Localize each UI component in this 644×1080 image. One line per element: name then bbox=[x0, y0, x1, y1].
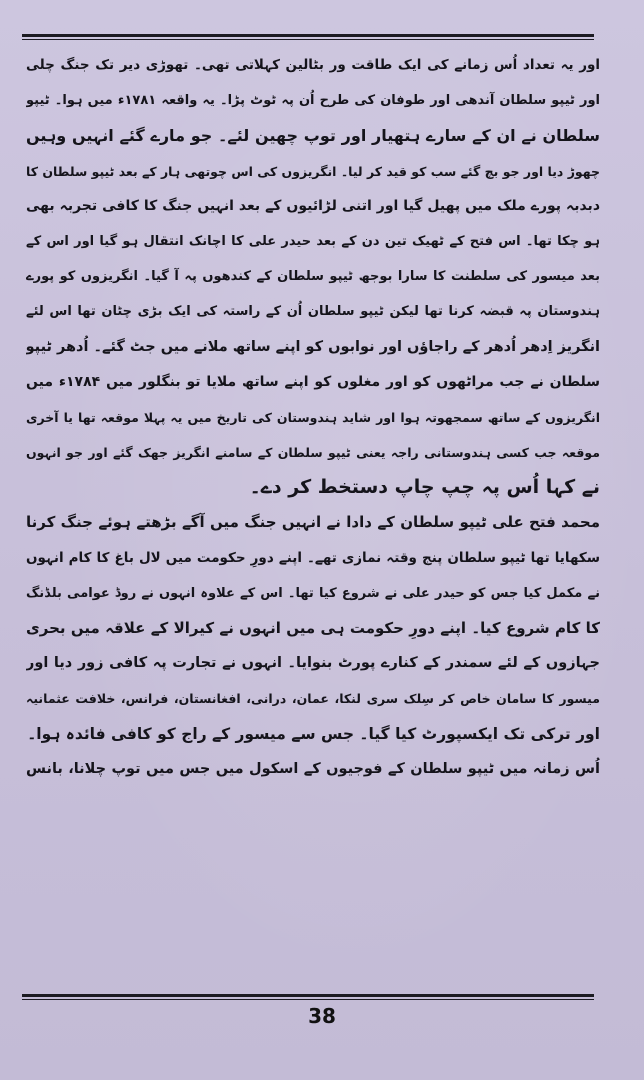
text-line: انگریز اِدھر اُدھر کے راجاؤں اور نوابوں کو اپنے ساتھ ملانے میں جٹ گئے۔ اُدھر ٹیپو bbox=[26, 338, 600, 355]
text-line: کا کام شروع کیا۔ اپنے دورِ حکومت ہی میں انہوں نے کیرالا کے علاقہ میں بحری bbox=[26, 619, 600, 637]
urdu-body-text bbox=[26, 48, 600, 787]
text-line: چھوڑ دیا اور جو بچ گئے سب کو قید کر لیا۔ انگریزوں کی اس چوتھی ہار کے بعد ٹیپو سلطان کا bbox=[26, 163, 600, 179]
text-line: اور ٹیپو سلطان آندھی اور طوفان کی طرح اُن پہ ٹوٹ پڑا۔ یہ واقعہ ۱۷۸۱ء میں ہوا۔ ٹیپو bbox=[26, 93, 600, 109]
text-line: اُس زمانہ میں ٹیپو سلطان کے فوجیوں کے اسکول میں جس میں توپ چلانا، بانس bbox=[26, 760, 600, 777]
text-line: سلطان نے ان کے سارے ہتھیار اور توپ چھین لئے۔ جو مارے گئے انہیں وہیں bbox=[26, 126, 600, 146]
top-rule-thin bbox=[22, 39, 594, 40]
text-line: جہازوں کے لئے سمندر کے کنارے پورٹ بنوایا۔ انہوں نے تجارت پہ کافی زور دیا اور bbox=[26, 655, 600, 672]
text-line: بعد میسور کی سلطنت کا سارا بوجھ ٹیپو سلطان کے کندھوں پہ آ گیا۔ انگریزوں کو پورے bbox=[26, 269, 600, 285]
text-line: نے مکمل کیا جس کو حیدر علی نے شروع کیا تھا۔ اس کے علاوہ انہوں نے روڈ عوامی بلڈنگ bbox=[26, 585, 600, 601]
text-line: ہو چکا تھا۔ اس فتح کے ٹھیک تین دن کے بعد حیدر علی کا اچانک انتقال ہو گیا اور اس کے bbox=[26, 233, 600, 249]
page-number: 38 bbox=[308, 1004, 336, 1028]
text-line: سلطان نے جب مراٹھوں کو اور مغلوں کو اپنے ساتھ ملایا تو بنگلور میں ۱۷۸۴ء میں bbox=[26, 373, 600, 390]
text-line: موقعہ جب کسی ہندوستانی راجہ یعنی ٹیپو سلطان کے سامنے انگریز جھک گئے اور جو انہوں bbox=[26, 445, 600, 461]
top-rule bbox=[22, 34, 594, 37]
text-line: دبدبہ پورے ملک میں پھیل گیا اور اتنی لڑائیوں کے بعد انہیں جنگ کا کافی تجربہ بھی bbox=[26, 197, 600, 214]
text-line: سکھایا تھا ٹیپو سلطان پنج وقتہ نمازی تھے۔ اپنے دورِ حکومت میں لال باغ کا کام انہوں bbox=[26, 549, 600, 566]
text-line: اور یہ تعداد اُس زمانے کی ایک طاقت ور بٹالین کہلاتی تھی۔ تھوڑی دیر تک جنگ چلی bbox=[26, 57, 600, 73]
text-line: ہندوستان پہ قبضہ کرنا تھا لیکن ٹیپو سلطان اُن کے راستہ کی ایک بڑی چٹان تھا اس لئے bbox=[26, 304, 600, 320]
bottom-rule bbox=[22, 994, 594, 997]
text-line: میسور کا سامان خاص کر سِلک سری لنکا، عمان، درانی، افغانستان، فرانس، خلافت عثمانیہ bbox=[26, 691, 600, 707]
text-line: محمد فتح علی ٹیپو سلطان کے دادا نے انہیں جنگ میں آگے بڑھتے ہوئے جنگ کرنا bbox=[26, 513, 600, 532]
text-line: نے کہا اُس پہ چپ چاپ دستخط کر دے۔ bbox=[249, 476, 600, 499]
text-line: اور ترکی تک ایکسپورٹ کیا گیا۔ جس سے میسور کے راج کو کافی فائدہ ہوا۔ bbox=[27, 724, 600, 743]
text-line: انگریزوں کے ساتھ سمجھوتہ ہوا اور شاید ہندوستان کی تاریخ میں یہ پہلا موقعہ تھا یا آخری bbox=[26, 409, 600, 425]
bottom-rule-thin bbox=[22, 999, 594, 1000]
